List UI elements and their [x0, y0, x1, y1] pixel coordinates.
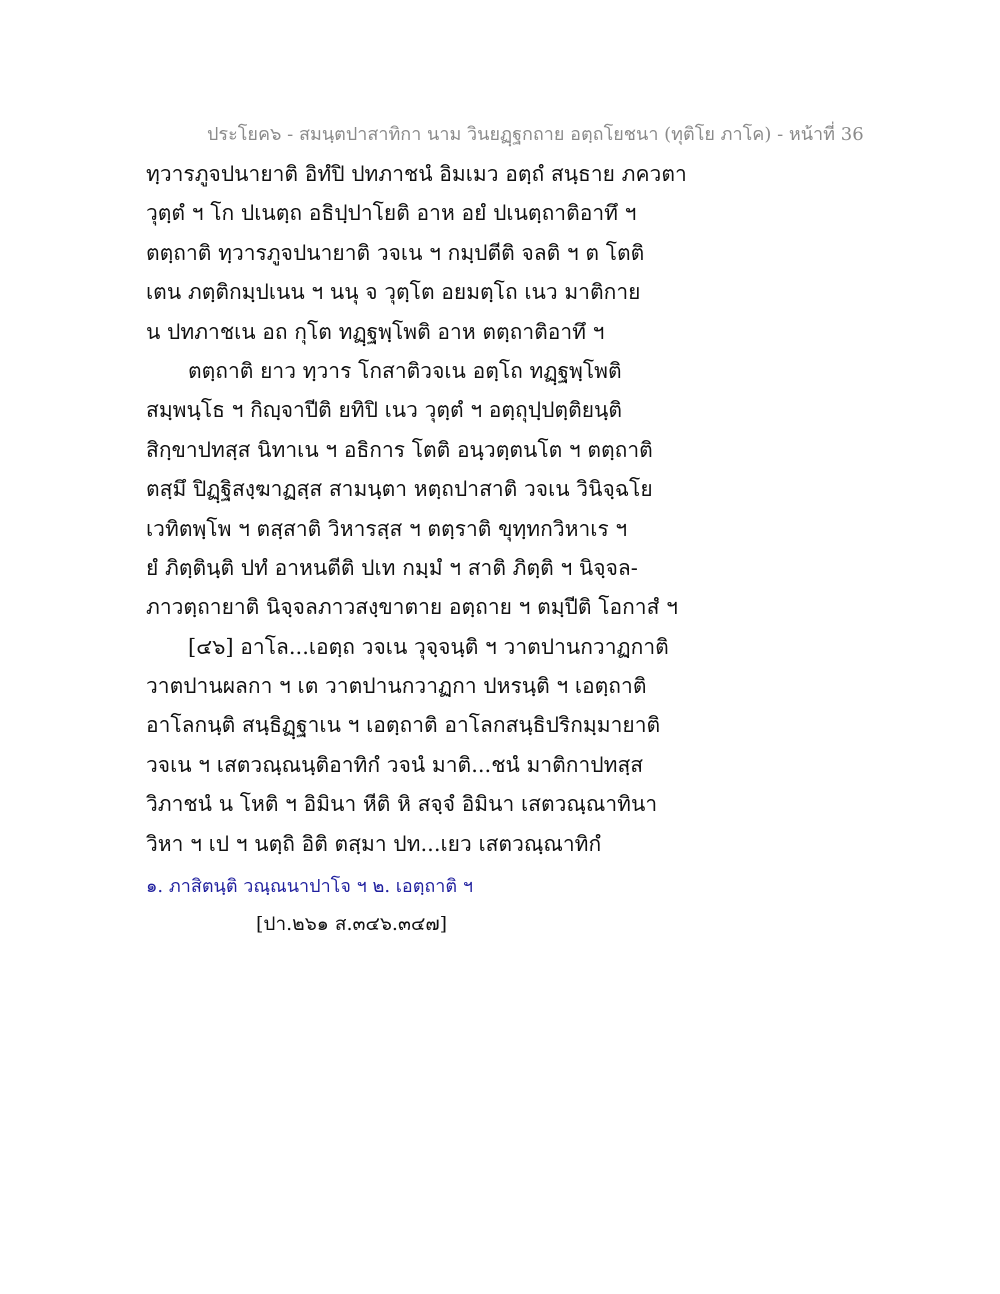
footnote: ๑. ภาสิตนฺติ วณฺณนาปาโจ ฯ ๒. เอตฺถาติ ฯ [146, 876, 473, 897]
text-line: วิภาชนํ น โหติ ฯ อิมินา หีติ หิ สจฺจํ อิมินา เสตวณฺณาทินา [146, 792, 658, 817]
text-line: สมฺพนฺโธ ฯ กิญฺจาปีติ ยทิปิ เนว วุตฺตํ ฯ อตฺถุปฺปตฺติยนฺติ [146, 398, 623, 423]
text-line: วิหา ฯ เป ฯ นตฺถิ อิติ ตสฺมา ปท...เยว เสตวณฺณาทิกํ [146, 831, 602, 856]
text-line: ภาวตฺถายาติ นิจฺจลภาวสงฺขาตาย อตฺถาย ฯ ตมฺปีติ โอกาสํ ฯ [146, 595, 678, 620]
text-line: อาโลกนฺติ สนฺธิฏฺฐาเน ฯ เอตฺถาติ อาโลกสนฺธิปริกมฺมายาติ [146, 713, 661, 738]
text-line: ทฺวารภูจปนายาติ อิทํปิ ปทภาชนํ อิมเมว อตฺถํ สนฺธาย ภควตา [146, 162, 687, 186]
text-line: เตน ภตฺติกมฺปเนน ฯ นนุ จ วุตฺโต อยมตฺโถ เนว มาติกาย [146, 280, 641, 305]
text-line: ยํ ภิตฺตินฺติ ปทํ อาหนตีติ ปเท กมฺมํ ฯ สาติ ภิตฺติ ฯ นิจฺจล- [146, 555, 638, 580]
page-reference: [ปา.๒๖๑ ส.๓๔๖.๓๔๗] [256, 913, 448, 935]
text-line: ตสฺมึ ปิฏฺฐิสงฺฆาฏสฺส สามนฺตา หตฺถปาสาติ วจเน วินิจฺฉโย [146, 477, 653, 502]
text-line: วุตฺตํ ฯ โก ปเนตฺถ อธิปฺปาโยติ อาห อยํ ปเนตฺถาติอาทึ ฯ [146, 201, 637, 226]
page-header: ประโยค๖ - สมนฺตปาสาทิกา นาม วินยฏฺฐกถาย อตฺถโยชนา (ทุติโย ภาโค) - หน้าที่ 36 [207, 124, 864, 145]
text-line: เวทิตพฺโพ ฯ ตสฺสาติ วิหารสฺส ฯ ตตฺราติ ขุทฺทกวิหาเร ฯ [146, 516, 628, 541]
text-line: วาตปานผลกา ฯ เต วาตปานกวาฏกา ปหรนฺติ ฯ เอตฺถาติ [146, 674, 647, 699]
text-line: น ปทภาชเน อถ กุโต ทฏฺฐพฺโพติ อาห ตตฺถาติอาทึ ฯ [146, 319, 605, 344]
body-text [146, 158, 826, 867]
text-line: วจเน ฯ เสตวณฺณนฺติอาทิกํ วจนํ มาติ...ชนํ มาติกาปทสฺส [146, 752, 644, 777]
text-line: ตตฺถาติ ยาว ทฺวาร โกสาติวจเน อตฺโถ ทฏฺฐพฺโพติ [188, 358, 622, 383]
text-line: สิกฺขาปทสฺส นิทาเน ฯ อธิการ โตติ อนฺวตฺตนโต ฯ ตตฺถาติ [146, 437, 653, 462]
text-line: [๔๖] อาโล...เอตฺถ วจเน วุจฺจนฺติ ฯ วาตปานกวาฏกาติ [188, 634, 669, 659]
text-line: ตตฺถาติ ทฺวารภูจปนายาติ วจเน ฯ กมฺปตีติ จลติ ฯ ต โตติ [146, 240, 645, 265]
